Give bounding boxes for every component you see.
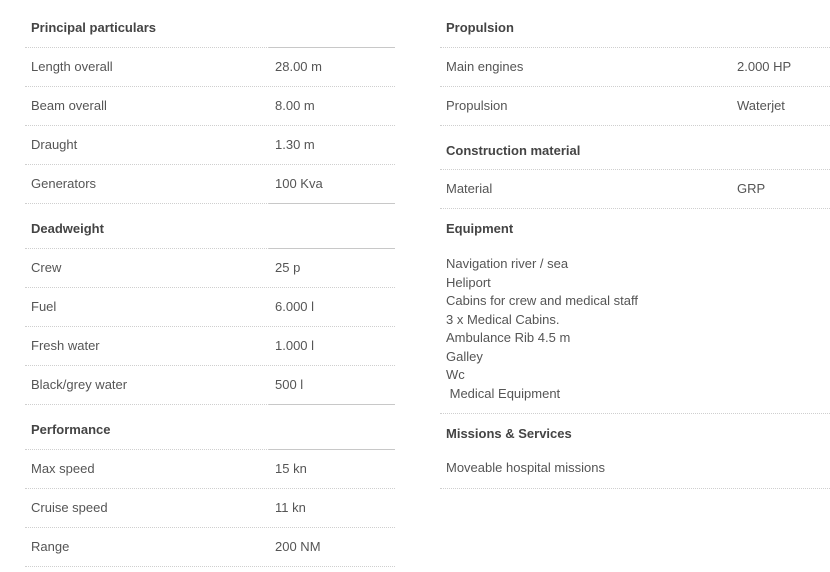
section-title-equipment [440,209,830,249]
section-title-principal-particulars [25,0,395,48]
spec-value: GRP [737,181,766,196]
spec-row-length-overall [25,48,395,87]
section-title-performance [25,405,395,450]
spec-value: 1.000 l [275,338,315,353]
spec-label: Main engines [446,59,524,74]
list-item: Wc [446,367,465,382]
list-item: Navigation river / sea [446,256,569,271]
spec-value: Waterjet [737,98,785,113]
section-title-construction-material [440,126,830,170]
spec-row-material [440,170,830,209]
spec-value: 200 NM [275,539,321,554]
spec-label: Fresh water [31,338,100,353]
spec-value: 6.000 l [275,299,315,314]
list-item: Cabins for crew and medical staff [446,293,638,308]
spec-row-fresh-water [25,327,395,366]
propulsion-heading: Propulsion [446,20,514,35]
spec-row-black-grey-water [25,366,395,405]
spec-label: Length overall [31,59,113,74]
spec-row-main-engines [440,48,830,87]
spec-label: Material [446,181,493,196]
spec-label: Generators [31,176,97,191]
list-item: 3 x Medical Cabins. [446,311,560,327]
spec-row-fuel [25,288,395,327]
spec-label: Cruise speed [31,500,108,515]
spec-label: Fuel [31,299,57,314]
section-title-missions-services [440,414,830,452]
spec-value: 28.00 m [275,59,322,74]
missions-value: Moveable hospital missions [446,460,605,475]
section-title-propulsion [440,0,830,48]
spec-row-propulsion [440,87,830,126]
spec-label: Crew [31,260,62,275]
list-item: Ambulance Rib 4.5 m [446,330,571,345]
spec-row-range [25,528,395,567]
right-column [440,0,830,489]
spec-value: 2.000 HP [737,59,792,74]
list-item: Galley [446,348,483,364]
deadweight-heading: Deadweight [31,221,104,236]
spec-row-crew [25,249,395,288]
performance-heading: Performance [31,422,111,437]
spec-label: Beam overall [31,98,107,113]
spec-label: Black/grey water [31,377,128,392]
list-item: Medical Equipment [446,385,561,401]
spec-value: 100 Kva [275,176,323,191]
construction-material-heading: Construction material [446,143,581,158]
equipment-heading: Equipment [446,221,514,236]
spec-label: Draught [31,137,78,152]
missions-text [440,452,830,489]
spec-label: Propulsion [446,98,508,113]
missions-services-heading: Missions & Services [446,426,572,441]
equipment-list [440,249,830,414]
spec-row-max-speed [25,450,395,489]
spec-value: 25 p [275,260,301,275]
spec-value: 11 kn [275,500,306,515]
principal-particulars-heading: Principal particulars [31,20,156,35]
spec-value: 500 l [275,377,304,392]
spec-value: 1.30 m [275,137,315,152]
left-column [25,0,395,567]
spec-row-generators [25,165,395,204]
spec-label: Max speed [31,461,95,476]
spec-value: 15 kn [275,461,307,476]
spec-label: Range [31,539,70,554]
section-title-deadweight [25,204,395,249]
spec-row-beam-overall [25,87,395,126]
spec-row-cruise-speed [25,489,395,528]
spec-row-draught [25,126,395,165]
list-item: Heliport [446,274,491,290]
spec-value: 8.00 m [275,98,315,113]
